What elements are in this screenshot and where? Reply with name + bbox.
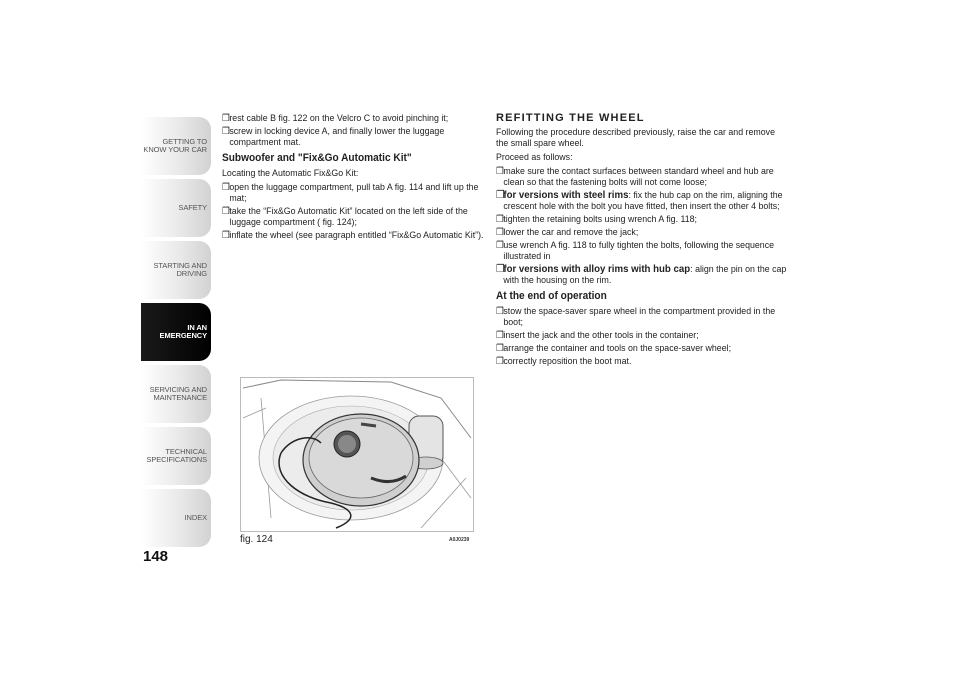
tab-safety[interactable]: SAFETY xyxy=(141,179,211,237)
section-title: REFITTING THE WHEEL xyxy=(496,112,645,124)
checkbox-bullet-icon: ❒ xyxy=(496,330,504,341)
checkbox-bullet-icon: ❒ xyxy=(222,182,230,193)
list-item: ❒ stow the space-saver spare wheel in the compartment provided in the boot; xyxy=(496,306,776,328)
list-item: ❒ inflate the wheel (see paragraph entitled “Fix&Go Automatic Kit”). xyxy=(222,230,484,241)
left-column xyxy=(222,113,490,243)
list-item: ❒ screw in locking device A, and finally lower the luggage compartment mat. xyxy=(222,126,445,148)
tab-index[interactable]: INDEX xyxy=(141,489,211,547)
checkbox-bullet-icon: ❒ xyxy=(222,230,230,241)
checkbox-bullet-icon: ❒ xyxy=(496,356,504,367)
list-item: ❒ lower the car and remove the jack; xyxy=(496,227,639,238)
list-item: ❒ for versions with steel rims: fix the hub cap on the rim, aligning the crescent hole with the bolt you have fitted, then insert the other 4 bolts; xyxy=(496,189,783,212)
checkbox-bullet-icon: ❒ xyxy=(222,206,230,217)
checkbox-bullet-icon: ❒ xyxy=(496,343,504,354)
right-column xyxy=(496,113,786,369)
list-item: ❒ rest cable B fig. 122 on the Velcro C to avoid pinching it; xyxy=(222,113,449,124)
checkbox-bullet-icon: ❒ xyxy=(222,126,230,137)
paragraph: Following the procedure described previously, raise the car and remove the small spare wheel. xyxy=(496,127,775,149)
checkbox-bullet-icon: ❒ xyxy=(496,214,504,225)
tab-technical-specifications[interactable]: TECHNICAL SPECIFICATIONS xyxy=(141,427,211,485)
list-item: ❒ arrange the container and tools on the space-saver wheel; xyxy=(496,343,732,354)
list-item: ❒ for versions with alloy rims with hub cap: align the pin on the cap with the housing on the rim. xyxy=(496,263,787,286)
paragraph: Proceed as follows: xyxy=(496,152,573,163)
subheading-end-of-operation: At the end of operation xyxy=(496,290,607,302)
tab-getting-to-know[interactable]: GETTING TO KNOW YOUR CAR xyxy=(141,117,211,175)
list-item: ❒ open the luggage compartment, pull tab A fig. 114 and lift up the mat; xyxy=(222,182,479,204)
subheading-subwoofer: Subwoofer and "Fix&Go Automatic Kit" xyxy=(222,152,412,164)
fixgo-kit-illustration xyxy=(241,378,473,531)
tab-starting-driving[interactable]: STARTING AND DRIVING xyxy=(141,241,211,299)
checkbox-bullet-icon: ❒ xyxy=(496,240,504,251)
list-item: ❒ take the “Fix&Go Automatic Kit” located on the left side of the luggage compartment ( fig. 124); xyxy=(222,206,468,228)
list-item: ❒ use wrench A fig. 118 to fully tighten the bolts, following the sequence illustrated in xyxy=(496,240,775,262)
checkbox-bullet-icon: ❒ xyxy=(496,263,505,275)
checkbox-bullet-icon: ❒ xyxy=(496,189,505,201)
checkbox-bullet-icon: ❒ xyxy=(496,306,504,317)
list-item: ❒ make sure the contact surfaces between standard wheel and hub are clean so that the fastening bolts will not come loose; xyxy=(496,166,774,188)
list-item: ❒ correctly reposition the boot mat. xyxy=(496,356,632,367)
checkbox-bullet-icon: ❒ xyxy=(496,166,504,177)
tab-servicing-maintenance[interactable]: SERVICING AND MAINTENANCE xyxy=(141,365,211,423)
checkbox-bullet-icon: ❒ xyxy=(496,227,504,238)
list-item: ❒ insert the jack and the other tools in the container; xyxy=(496,330,699,341)
list-item: ❒ tighten the retaining bolts using wrench A fig. 118; xyxy=(496,214,698,225)
paragraph: Locating the Automatic Fix&Go Kit: xyxy=(222,168,359,179)
figure-fixgo-kit xyxy=(240,377,474,532)
checkbox-bullet-icon: ❒ xyxy=(222,113,230,124)
figure-label: fig. 124 xyxy=(240,534,273,545)
figure-code: A0J0239 xyxy=(449,537,470,543)
tab-in-an-emergency[interactable]: IN AN EMERGENCY xyxy=(141,303,211,361)
page-number: 148 xyxy=(143,548,169,565)
